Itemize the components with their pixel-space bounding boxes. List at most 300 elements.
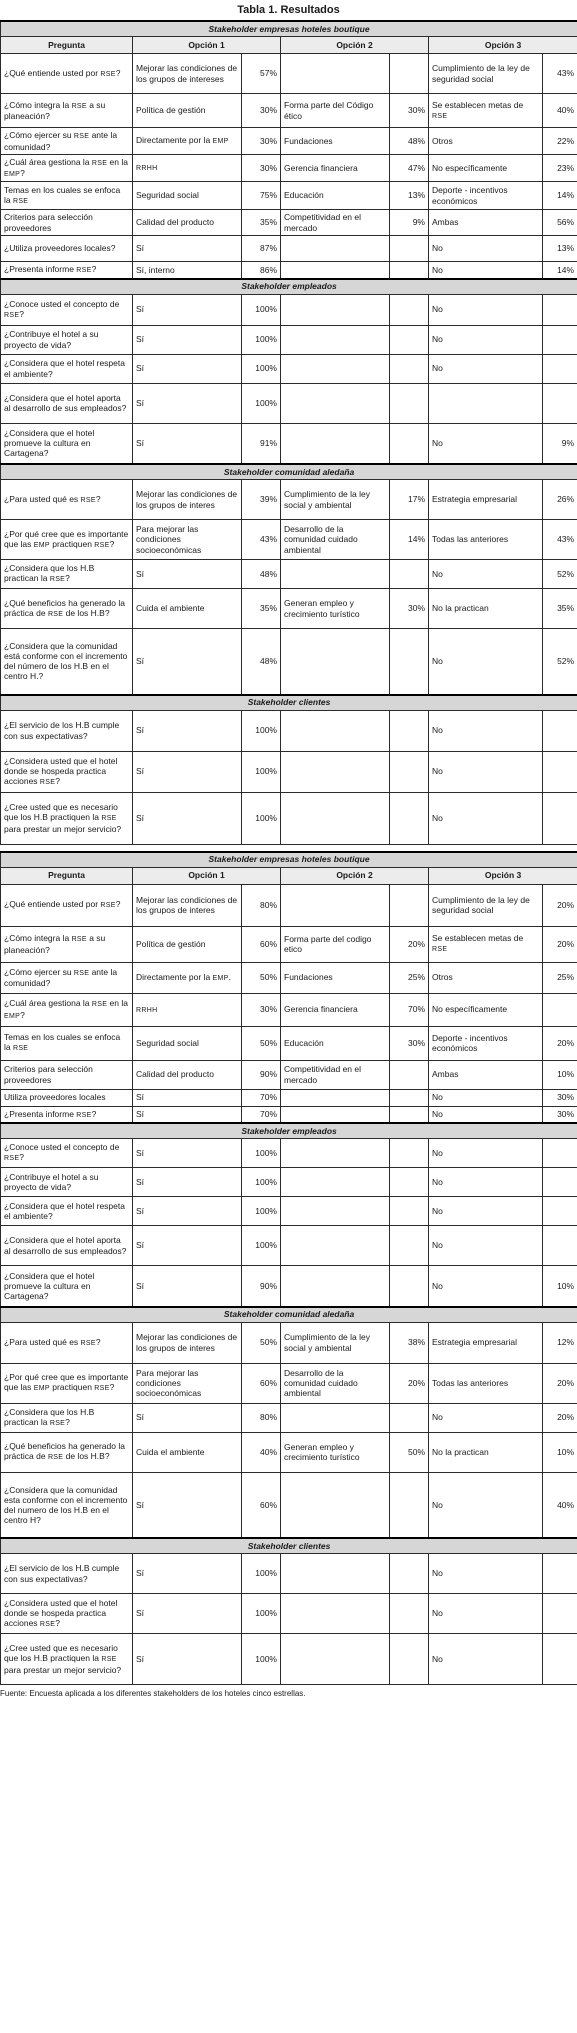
option-3-cell: No bbox=[429, 792, 543, 844]
option-3-cell: No específicamente bbox=[429, 993, 543, 1026]
option-1-percent: 39% bbox=[242, 480, 281, 520]
option-2-cell bbox=[281, 262, 390, 279]
option-3-cell: Deporte - incentivos económicos bbox=[429, 1026, 543, 1060]
section-title: Stakeholder empresas hoteles boutique bbox=[1, 852, 577, 868]
option-3-cell: No la practican bbox=[429, 1432, 543, 1472]
header-pregunta: Pregunta bbox=[1, 37, 133, 54]
option-2-percent: 30% bbox=[390, 589, 429, 629]
option-1-cell: Directamente por la EMP. bbox=[133, 962, 242, 993]
table-row bbox=[1, 926, 577, 962]
table-row bbox=[1, 210, 577, 236]
option-1-percent: 100% bbox=[242, 1168, 281, 1197]
option-2-percent bbox=[390, 1266, 429, 1307]
option-2-cell: Competitividad en el mercado bbox=[281, 210, 390, 236]
question-cell: ¿Contribuye el hotel a su proyecto de vida? bbox=[1, 325, 133, 354]
table-row bbox=[1, 423, 577, 464]
option-1-cell: Política de gestión bbox=[133, 94, 242, 128]
option-2-percent: 20% bbox=[390, 1363, 429, 1403]
option-1-percent: 57% bbox=[242, 54, 281, 94]
option-3-percent: 43% bbox=[543, 520, 577, 560]
option-1-cell: Mejorar las condiciones de los grupos de interes bbox=[133, 884, 242, 926]
table-row bbox=[1, 325, 577, 354]
option-2-cell: Competitividad en el mercado bbox=[281, 1060, 390, 1089]
option-2-percent: 14% bbox=[390, 520, 429, 560]
table-row bbox=[1, 1554, 577, 1594]
question-cell: ¿Para usted qué es RSE? bbox=[1, 1322, 133, 1363]
question-cell: ¿Cuál área gestiona la RSE en la EMP? bbox=[1, 155, 133, 182]
option-3-percent bbox=[543, 751, 577, 792]
option-1-percent: 80% bbox=[242, 1403, 281, 1432]
option-2-percent: 47% bbox=[390, 155, 429, 182]
question-cell: ¿Considera que el hotel promueve la cultura en Cartagena? bbox=[1, 423, 133, 464]
option-3-cell: No bbox=[429, 294, 543, 325]
header-opcion-3: Opción 3 bbox=[429, 37, 577, 54]
question-cell: ¿Considera que el hotel aporta al desarrollo de sus empleados? bbox=[1, 383, 133, 423]
question-cell: ¿Para usted qué es RSE? bbox=[1, 480, 133, 520]
table-row bbox=[1, 1634, 577, 1685]
option-2-percent bbox=[390, 236, 429, 262]
section-header-row bbox=[1, 1123, 577, 1139]
table-row bbox=[1, 629, 577, 695]
option-1-percent: 43% bbox=[242, 520, 281, 560]
option-3-percent bbox=[543, 710, 577, 751]
option-3-cell: No bbox=[429, 1634, 543, 1685]
option-3-percent: 30% bbox=[543, 1106, 577, 1123]
option-2-cell: Fundaciones bbox=[281, 962, 390, 993]
option-1-percent: 86% bbox=[242, 262, 281, 279]
section-title: Stakeholder comunidad aledaña bbox=[1, 1307, 577, 1323]
option-1-percent: 100% bbox=[242, 383, 281, 423]
table-row bbox=[1, 1139, 577, 1168]
option-2-cell bbox=[281, 383, 390, 423]
question-cell: ¿Conoce usted el concepto de RSE? bbox=[1, 1139, 133, 1168]
option-1-percent: 100% bbox=[242, 751, 281, 792]
option-1-cell: Sí bbox=[133, 629, 242, 695]
option-2-cell: Forma parte del codigo etico bbox=[281, 926, 390, 962]
section-header-row bbox=[1, 1538, 577, 1554]
option-3-cell: No bbox=[429, 629, 543, 695]
results-table-2 bbox=[0, 851, 577, 1686]
option-2-percent: 20% bbox=[390, 926, 429, 962]
option-1-percent: 70% bbox=[242, 1089, 281, 1106]
option-3-percent: 52% bbox=[543, 560, 577, 589]
option-3-percent: 10% bbox=[543, 1266, 577, 1307]
question-cell: ¿Considera que el hotel respeta el ambiente? bbox=[1, 354, 133, 383]
option-3-percent bbox=[543, 792, 577, 844]
option-3-percent: 26% bbox=[543, 480, 577, 520]
table-row bbox=[1, 1266, 577, 1307]
table-row bbox=[1, 1168, 577, 1197]
option-3-cell: Estrategia empresarial bbox=[429, 1322, 543, 1363]
section-header-row bbox=[1, 852, 577, 868]
option-3-percent: 40% bbox=[543, 94, 577, 128]
option-3-percent: 20% bbox=[543, 1026, 577, 1060]
section-title: Stakeholder empresas hoteles boutique bbox=[1, 21, 577, 37]
option-3-percent: 20% bbox=[543, 1403, 577, 1432]
option-2-percent bbox=[390, 354, 429, 383]
question-cell: ¿Considera usted que el hotel donde se hospeda practica acciones RSE? bbox=[1, 1594, 133, 1634]
option-2-percent bbox=[390, 262, 429, 279]
question-cell: ¿Cómo ejercer su RSE ante la comunidad? bbox=[1, 962, 133, 993]
option-2-cell bbox=[281, 423, 390, 464]
option-3-cell: Todas las anteriores bbox=[429, 1363, 543, 1403]
option-2-percent bbox=[390, 54, 429, 94]
option-1-cell: Sí bbox=[133, 1139, 242, 1168]
table-row bbox=[1, 128, 577, 155]
option-3-cell: Deporte - incentivos económicos bbox=[429, 182, 543, 210]
question-cell: ¿Cuál área gestiona la RSE en la EMP? bbox=[1, 993, 133, 1026]
option-2-cell bbox=[281, 1403, 390, 1432]
question-cell: Criterios para selección proveedores bbox=[1, 210, 133, 236]
option-3-percent: 25% bbox=[543, 962, 577, 993]
option-1-percent: 100% bbox=[242, 1554, 281, 1594]
option-1-percent: 100% bbox=[242, 1634, 281, 1685]
option-2-percent bbox=[390, 1554, 429, 1594]
table-row bbox=[1, 1472, 577, 1538]
option-2-cell bbox=[281, 1168, 390, 1197]
option-1-percent: 48% bbox=[242, 560, 281, 589]
option-2-percent bbox=[390, 1060, 429, 1089]
option-1-cell: Sí bbox=[133, 1266, 242, 1307]
table-title: Tabla 1. Resultados bbox=[237, 4, 340, 16]
option-1-percent: 70% bbox=[242, 1106, 281, 1123]
option-2-percent bbox=[390, 1139, 429, 1168]
table-row bbox=[1, 962, 577, 993]
table-row bbox=[1, 1089, 577, 1106]
option-2-cell bbox=[281, 1634, 390, 1685]
option-3-cell: No bbox=[429, 1089, 543, 1106]
option-1-cell: Mejorar las condiciones de los grupos de interes bbox=[133, 480, 242, 520]
option-2-cell: Forma parte del Código ético bbox=[281, 94, 390, 128]
option-3-percent: 10% bbox=[543, 1432, 577, 1472]
section-title: Stakeholder empleados bbox=[1, 1123, 577, 1139]
question-cell: ¿Conoce usted el concepto de RSE? bbox=[1, 294, 133, 325]
option-1-cell: Sí, interno bbox=[133, 262, 242, 279]
option-3-cell bbox=[429, 383, 543, 423]
section-header-row bbox=[1, 279, 577, 295]
option-1-cell: Mejorar las condiciones de los grupos de interes bbox=[133, 1322, 242, 1363]
option-1-cell: Sí bbox=[133, 1106, 242, 1123]
option-2-percent bbox=[390, 1594, 429, 1634]
table-row bbox=[1, 884, 577, 926]
option-2-percent bbox=[390, 1197, 429, 1226]
table-row bbox=[1, 1197, 577, 1226]
option-2-cell: Generan empleo y crecimiento turístico bbox=[281, 589, 390, 629]
header-opcion-1: Opción 1 bbox=[133, 37, 281, 54]
option-2-cell bbox=[281, 560, 390, 589]
option-3-percent bbox=[543, 1634, 577, 1685]
option-3-percent: 20% bbox=[543, 926, 577, 962]
table-row bbox=[1, 1363, 577, 1403]
question-cell: ¿Por qué cree que es importante que las EMP practiquen RSE? bbox=[1, 520, 133, 560]
question-cell: ¿Cree usted que es necesario que los H.B practiquen la RSE para prestar un mejor servicio? bbox=[1, 1634, 133, 1685]
option-3-percent bbox=[543, 993, 577, 1026]
option-3-cell: No bbox=[429, 354, 543, 383]
option-3-cell: No bbox=[429, 236, 543, 262]
option-2-percent bbox=[390, 1089, 429, 1106]
header-opcion-2: Opción 2 bbox=[281, 867, 429, 884]
option-1-cell: Sí bbox=[133, 354, 242, 383]
option-3-percent: 30% bbox=[543, 1089, 577, 1106]
option-3-cell: Ambas bbox=[429, 1060, 543, 1089]
header-pregunta: Pregunta bbox=[1, 867, 133, 884]
option-3-percent: 40% bbox=[543, 1472, 577, 1538]
option-1-percent: 35% bbox=[242, 589, 281, 629]
option-2-percent bbox=[390, 629, 429, 695]
option-1-cell: Seguridad social bbox=[133, 182, 242, 210]
option-2-cell bbox=[281, 294, 390, 325]
option-2-percent bbox=[390, 294, 429, 325]
table-row bbox=[1, 182, 577, 210]
option-1-cell: Sí bbox=[133, 325, 242, 354]
section-header-row bbox=[1, 464, 577, 480]
table-row bbox=[1, 1594, 577, 1634]
section-title: Stakeholder comunidad aledaña bbox=[1, 464, 577, 480]
option-2-cell bbox=[281, 1472, 390, 1538]
option-1-percent: 50% bbox=[242, 1026, 281, 1060]
option-3-percent: 52% bbox=[543, 629, 577, 695]
header-opcion-2: Opción 2 bbox=[281, 37, 429, 54]
option-2-cell bbox=[281, 236, 390, 262]
question-cell: ¿Considera que el hotel promueve la cultura en Cartagena? bbox=[1, 1266, 133, 1307]
option-3-percent bbox=[543, 1594, 577, 1634]
option-2-cell bbox=[281, 1266, 390, 1307]
option-3-percent bbox=[543, 1168, 577, 1197]
source-note: Fuente: Encuesta aplicada a los diferentes stakeholders de los hoteles cinco estrellas. bbox=[0, 1689, 306, 1698]
table-row bbox=[1, 520, 577, 560]
option-2-percent: 50% bbox=[390, 1432, 429, 1472]
question-cell: ¿Qué beneficios ha generado la práctica de RSE de los H.B? bbox=[1, 1432, 133, 1472]
option-3-percent bbox=[543, 1139, 577, 1168]
option-2-percent bbox=[390, 1168, 429, 1197]
question-cell: ¿El servicio de los H.B cumple con sus expectativas? bbox=[1, 1554, 133, 1594]
option-2-cell: Desarrollo de la comunidad cuidado ambiental bbox=[281, 1363, 390, 1403]
option-2-cell bbox=[281, 884, 390, 926]
option-2-percent bbox=[390, 560, 429, 589]
option-3-percent: 14% bbox=[543, 182, 577, 210]
option-1-cell: Sí bbox=[133, 236, 242, 262]
option-3-cell: Ambas bbox=[429, 210, 543, 236]
option-2-cell bbox=[281, 1226, 390, 1266]
table-row bbox=[1, 560, 577, 589]
question-cell: ¿Considera usted que el hotel donde se hospeda practica acciones RSE? bbox=[1, 751, 133, 792]
option-3-percent: 9% bbox=[543, 423, 577, 464]
option-2-cell: Cumplimiento de la ley social y ambiental bbox=[281, 1322, 390, 1363]
table-row bbox=[1, 1403, 577, 1432]
option-2-percent: 48% bbox=[390, 128, 429, 155]
option-2-percent: 17% bbox=[390, 480, 429, 520]
section-title: Stakeholder clientes bbox=[1, 1538, 577, 1554]
option-2-cell bbox=[281, 710, 390, 751]
option-3-percent: 22% bbox=[543, 128, 577, 155]
option-1-cell: Sí bbox=[133, 1472, 242, 1538]
table-row bbox=[1, 1106, 577, 1123]
table-row bbox=[1, 54, 577, 94]
option-1-cell: Cuida el ambiente bbox=[133, 589, 242, 629]
option-1-cell: Sí bbox=[133, 423, 242, 464]
option-3-percent: 56% bbox=[543, 210, 577, 236]
option-3-cell: No bbox=[429, 1139, 543, 1168]
option-1-percent: 35% bbox=[242, 210, 281, 236]
option-3-cell: No bbox=[429, 1106, 543, 1123]
option-2-percent bbox=[390, 1403, 429, 1432]
question-cell: ¿Considera que los H.B practican la RSE? bbox=[1, 1403, 133, 1432]
option-2-percent bbox=[390, 884, 429, 926]
option-1-cell: Directamente por la EMP bbox=[133, 128, 242, 155]
results-tables bbox=[0, 20, 577, 1685]
option-3-cell: Se establecen metas de RSE bbox=[429, 94, 543, 128]
option-1-percent: 90% bbox=[242, 1266, 281, 1307]
option-1-percent: 87% bbox=[242, 236, 281, 262]
option-2-cell bbox=[281, 1594, 390, 1634]
question-cell: Temas en los cuales se enfoca la RSE bbox=[1, 1026, 133, 1060]
option-2-percent: 25% bbox=[390, 962, 429, 993]
option-1-percent: 91% bbox=[242, 423, 281, 464]
section-header-row bbox=[1, 695, 577, 711]
question-cell: ¿Qué entiende usted por RSE? bbox=[1, 54, 133, 94]
option-2-cell bbox=[281, 629, 390, 695]
section-title: Stakeholder clientes bbox=[1, 695, 577, 711]
option-2-percent bbox=[390, 423, 429, 464]
option-2-cell bbox=[281, 54, 390, 94]
option-3-percent: 14% bbox=[543, 262, 577, 279]
option-1-cell: Sí bbox=[133, 1197, 242, 1226]
table-row bbox=[1, 993, 577, 1026]
option-2-cell bbox=[281, 1139, 390, 1168]
question-cell: ¿Por qué cree que es importante que las EMP practiquen RSE? bbox=[1, 1363, 133, 1403]
question-cell: ¿Considera que la comunidad está conforme con el incremento del número de los H.B en el centro H.? bbox=[1, 629, 133, 695]
option-2-cell bbox=[281, 1554, 390, 1594]
question-cell: ¿Considera que el hotel aporta al desarrollo de sus empleados? bbox=[1, 1226, 133, 1266]
table-row bbox=[1, 383, 577, 423]
option-3-percent: 20% bbox=[543, 1363, 577, 1403]
header-opcion-3: Opción 3 bbox=[429, 867, 577, 884]
table-row bbox=[1, 792, 577, 844]
option-2-percent: 70% bbox=[390, 993, 429, 1026]
table-row bbox=[1, 710, 577, 751]
table-row bbox=[1, 354, 577, 383]
column-header-row bbox=[1, 867, 577, 884]
question-cell: ¿Contribuye el hotel a su proyecto de vida? bbox=[1, 1168, 133, 1197]
option-1-percent: 90% bbox=[242, 1060, 281, 1089]
option-1-cell: Sí bbox=[133, 560, 242, 589]
option-1-cell: Sí bbox=[133, 710, 242, 751]
table-row bbox=[1, 1226, 577, 1266]
question-cell: ¿Presenta informe RSE? bbox=[1, 1106, 133, 1123]
option-1-cell: Calidad del producto bbox=[133, 210, 242, 236]
question-cell: ¿Considera que el hotel respeta el ambiente? bbox=[1, 1197, 133, 1226]
table-row bbox=[1, 262, 577, 279]
table-row bbox=[1, 94, 577, 128]
table-row bbox=[1, 751, 577, 792]
option-1-percent: 30% bbox=[242, 993, 281, 1026]
section-title: Stakeholder empleados bbox=[1, 279, 577, 295]
option-3-cell: Se establecen metas de RSE bbox=[429, 926, 543, 962]
table-row bbox=[1, 1026, 577, 1060]
option-3-percent bbox=[543, 1197, 577, 1226]
option-3-percent bbox=[543, 354, 577, 383]
option-1-cell: Sí bbox=[133, 751, 242, 792]
table-row bbox=[1, 155, 577, 182]
option-3-cell: No bbox=[429, 1226, 543, 1266]
option-1-cell: Sí bbox=[133, 1168, 242, 1197]
option-1-percent: 48% bbox=[242, 629, 281, 695]
option-2-cell: Generan empleo y crecimiento turístico bbox=[281, 1432, 390, 1472]
section-header-row bbox=[1, 21, 577, 37]
option-3-percent bbox=[543, 1554, 577, 1594]
column-header-row bbox=[1, 37, 577, 54]
option-2-percent: 13% bbox=[390, 182, 429, 210]
option-2-percent bbox=[390, 325, 429, 354]
question-cell: Utiliza proveedores locales bbox=[1, 1089, 133, 1106]
option-2-percent: 30% bbox=[390, 94, 429, 128]
option-2-percent bbox=[390, 710, 429, 751]
option-2-cell bbox=[281, 1106, 390, 1123]
option-1-percent: 40% bbox=[242, 1432, 281, 1472]
option-3-cell: Otros bbox=[429, 962, 543, 993]
question-cell: ¿Considera que la comunidad esta conforme con el incremento del numero de los H.B en el centro H? bbox=[1, 1472, 133, 1538]
option-3-cell: Otros bbox=[429, 128, 543, 155]
option-3-percent: 43% bbox=[543, 54, 577, 94]
option-3-cell: No bbox=[429, 1472, 543, 1538]
option-3-percent: 10% bbox=[543, 1060, 577, 1089]
option-3-percent: 23% bbox=[543, 155, 577, 182]
option-1-cell: Política de gestión bbox=[133, 926, 242, 962]
option-3-percent bbox=[543, 294, 577, 325]
results-table-1 bbox=[0, 20, 577, 845]
option-1-percent: 100% bbox=[242, 710, 281, 751]
option-2-cell: Educación bbox=[281, 1026, 390, 1060]
option-3-percent bbox=[543, 383, 577, 423]
option-2-cell: Desarrollo de la comunidad cuidado ambiental bbox=[281, 520, 390, 560]
option-3-cell: No bbox=[429, 1168, 543, 1197]
question-cell: ¿Qué entiende usted por RSE? bbox=[1, 884, 133, 926]
option-2-cell bbox=[281, 792, 390, 844]
option-1-cell: Para mejorar las condiciones socioeconómicas bbox=[133, 1363, 242, 1403]
option-1-percent: 80% bbox=[242, 884, 281, 926]
option-1-cell: Calidad del producto bbox=[133, 1060, 242, 1089]
option-2-percent: 38% bbox=[390, 1322, 429, 1363]
option-1-percent: 100% bbox=[242, 1139, 281, 1168]
table-row bbox=[1, 480, 577, 520]
option-1-percent: 30% bbox=[242, 94, 281, 128]
header-opcion-1: Opción 1 bbox=[133, 867, 281, 884]
option-3-cell: No bbox=[429, 1266, 543, 1307]
option-1-percent: 100% bbox=[242, 1226, 281, 1266]
option-3-cell: No específicamente bbox=[429, 155, 543, 182]
option-1-percent: 30% bbox=[242, 155, 281, 182]
option-1-cell: Sí bbox=[133, 1634, 242, 1685]
option-1-percent: 50% bbox=[242, 962, 281, 993]
option-3-percent: 20% bbox=[543, 884, 577, 926]
option-2-percent bbox=[390, 792, 429, 844]
question-cell: ¿Cómo ejercer su RSE ante la comunidad? bbox=[1, 128, 133, 155]
option-3-cell: No la practican bbox=[429, 589, 543, 629]
option-1-percent: 60% bbox=[242, 1472, 281, 1538]
table-row bbox=[1, 589, 577, 629]
question-cell: ¿Considera que los H.B practican la RSE? bbox=[1, 560, 133, 589]
section-header-row bbox=[1, 1307, 577, 1323]
option-1-percent: 75% bbox=[242, 182, 281, 210]
option-1-cell: Cuida el ambiente bbox=[133, 1432, 242, 1472]
option-1-cell: Mejorar las condiciones de los grupos de intereses bbox=[133, 54, 242, 94]
option-3-cell: Cumplimiento de la ley de seguridad social bbox=[429, 884, 543, 926]
option-1-cell: Sí bbox=[133, 1554, 242, 1594]
option-3-percent bbox=[543, 325, 577, 354]
option-2-percent bbox=[390, 1634, 429, 1685]
option-3-cell: Estrategia empresarial bbox=[429, 480, 543, 520]
question-cell: ¿Cómo integra la RSE a su planeación? bbox=[1, 94, 133, 128]
